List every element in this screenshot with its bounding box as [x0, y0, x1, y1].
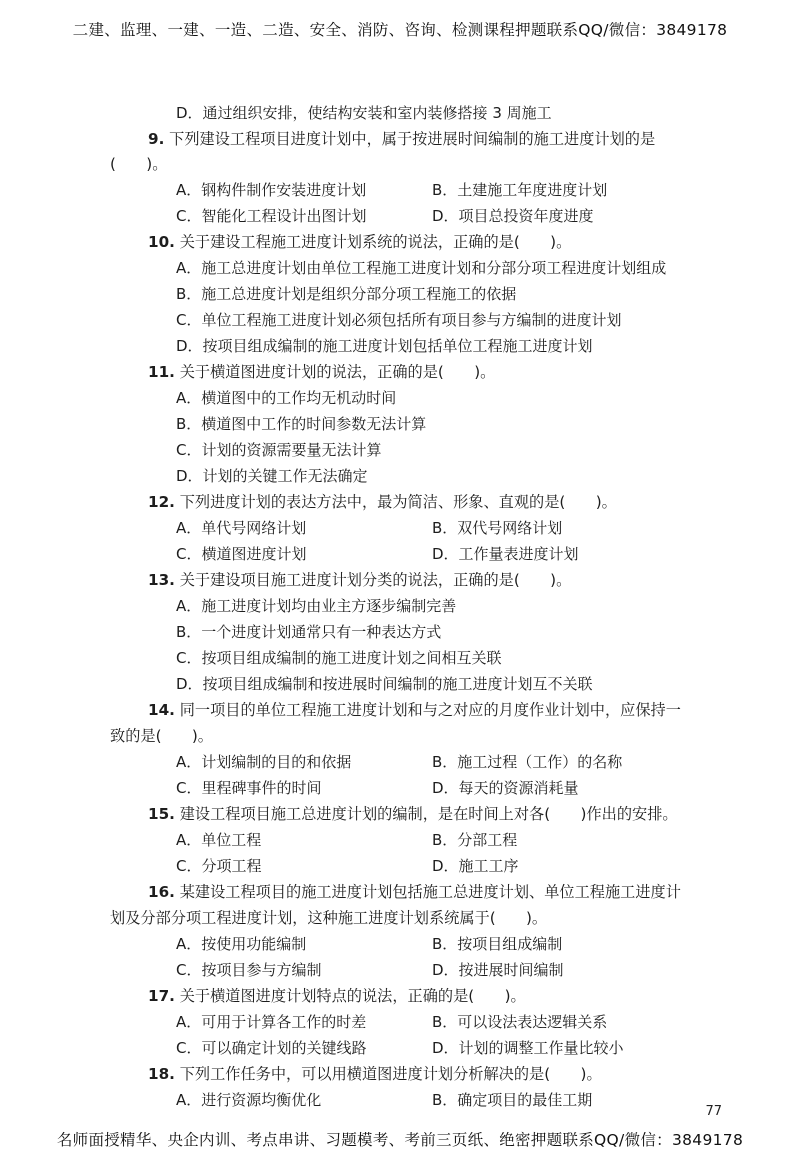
option[interactable]: B．土建施工年度进度计划 [432, 181, 608, 199]
question-9-stem: 9. 下列建设工程项目进度计划中，属于按进展时间编制的施工进度计划的是 [148, 130, 656, 148]
option[interactable]: C．里程碑事件的时间 [176, 779, 322, 797]
question-17-stem: 17. 关于横道图进度计划特点的说法，正确的是( )。 [148, 987, 526, 1005]
question-14-stem: 14. 同一项目的单位工程施工进度计划和与之对应的月度作业计划中，应保持一 [148, 701, 681, 719]
option[interactable]: C．按项目参与方编制 [176, 961, 322, 979]
question-15-stem: 15. 建设工程项目施工总进度计划的编制，是在时间上对各( )作出的安排。 [148, 805, 678, 823]
footer-banner: 名师面授精华、央企内训、考点串讲、习题模考、考前三页纸、绝密押题联系QQ/微信：3849178 [56, 1131, 744, 1149]
option[interactable]: D．按进展时间编制 [432, 961, 564, 979]
option[interactable]: D．计划的调整工作量比较小 [432, 1039, 624, 1057]
option[interactable]: D．每天的资源消耗量 [432, 779, 579, 797]
option[interactable]: B．施工总进度计划是组织分部分项工程施工的依据 [176, 285, 517, 303]
question-12-stem: 12. 下列进度计划的表达方法中，最为简洁、形象、直观的是( )。 [148, 493, 617, 511]
option[interactable]: C．计划的资源需要量无法计算 [176, 441, 382, 459]
option[interactable]: B．双代号网络计划 [432, 519, 563, 537]
option[interactable]: C．智能化工程设计出图计划 [176, 207, 367, 225]
question-18-stem: 18. 下列工作任务中，可以用横道图进度计划分析解决的是( )。 [148, 1065, 602, 1083]
question-16-stem: 16. 某建设工程项目的施工进度计划包括施工总进度计划、单位工程施工进度计 [148, 883, 681, 901]
option[interactable]: D．按项目组成编制的施工进度计划包括单位工程施工进度计划 [176, 337, 593, 355]
page-number: 77 [705, 1104, 722, 1119]
option[interactable]: C．可以确定计划的关键线路 [176, 1039, 367, 1057]
option[interactable]: A．单代号网络计划 [176, 519, 307, 537]
option[interactable]: B．确定项目的最佳工期 [432, 1091, 593, 1109]
option[interactable]: B．施工过程（工作）的名称 [432, 753, 623, 771]
question-16-stem-cont: 划及分部分项工程进度计划，这种施工进度计划系统属于( )。 [110, 909, 548, 927]
option[interactable]: A．施工总进度计划由单位工程施工进度计划和分部分项工程进度计划组成 [176, 259, 667, 277]
question-9-stem-cont: ( )。 [110, 155, 168, 173]
option[interactable]: B．分部工程 [432, 831, 518, 849]
option[interactable]: A．按使用功能编制 [176, 935, 307, 953]
option[interactable]: A．横道图中的工作均无机动时间 [176, 389, 397, 407]
option[interactable]: A．进行资源均衡优化 [176, 1091, 322, 1109]
option[interactable]: C．单位工程施工进度计划必须包括所有项目参与方编制的进度计划 [176, 311, 622, 329]
option[interactable]: A．施工进度计划均由业主方逐步编制完善 [176, 597, 457, 615]
option[interactable]: D．项目总投资年度进度 [432, 207, 594, 225]
option[interactable]: D．工作量表进度计划 [432, 545, 579, 563]
option[interactable]: C．按项目组成编制的施工进度计划之间相互关联 [176, 649, 502, 667]
previous-option-d: D．通过组织安排，使结构安装和室内装修搭接 3 周施工 [176, 104, 552, 122]
option[interactable]: D．按项目组成编制和按进展时间编制的施工进度计划互不关联 [176, 675, 593, 693]
option[interactable]: B．横道图中工作的时间参数无法计算 [176, 415, 427, 433]
option[interactable]: C．分项工程 [176, 857, 262, 875]
option[interactable]: B．可以设法表达逻辑关系 [432, 1013, 608, 1031]
option[interactable]: B．一个进度计划通常只有一种表达方式 [176, 623, 442, 641]
header-banner: 二建、监理、一建、一造、二造、安全、消防、咨询、检测课程押题联系QQ/微信：3849178 [72, 21, 728, 39]
option[interactable]: A．计划编制的目的和依据 [176, 753, 352, 771]
option[interactable]: D．计划的关键工作无法确定 [176, 467, 368, 485]
option[interactable]: B．按项目组成编制 [432, 935, 563, 953]
question-11-stem: 11. 关于横道图进度计划的说法，正确的是( )。 [148, 363, 496, 381]
option[interactable]: A．单位工程 [176, 831, 262, 849]
option[interactable]: A．可用于计算各工作的时差 [176, 1013, 367, 1031]
question-14-stem-cont: 致的是( )。 [110, 727, 213, 745]
question-13-stem: 13. 关于建设项目施工进度计划分类的说法，正确的是( )。 [148, 571, 572, 589]
option[interactable]: A．钢构件制作安装进度计划 [176, 181, 367, 199]
option[interactable]: D．施工工序 [432, 857, 519, 875]
question-10-stem: 10. 关于建设工程施工进度计划系统的说法，正确的是( )。 [148, 233, 572, 251]
option[interactable]: C．横道图进度计划 [176, 545, 307, 563]
